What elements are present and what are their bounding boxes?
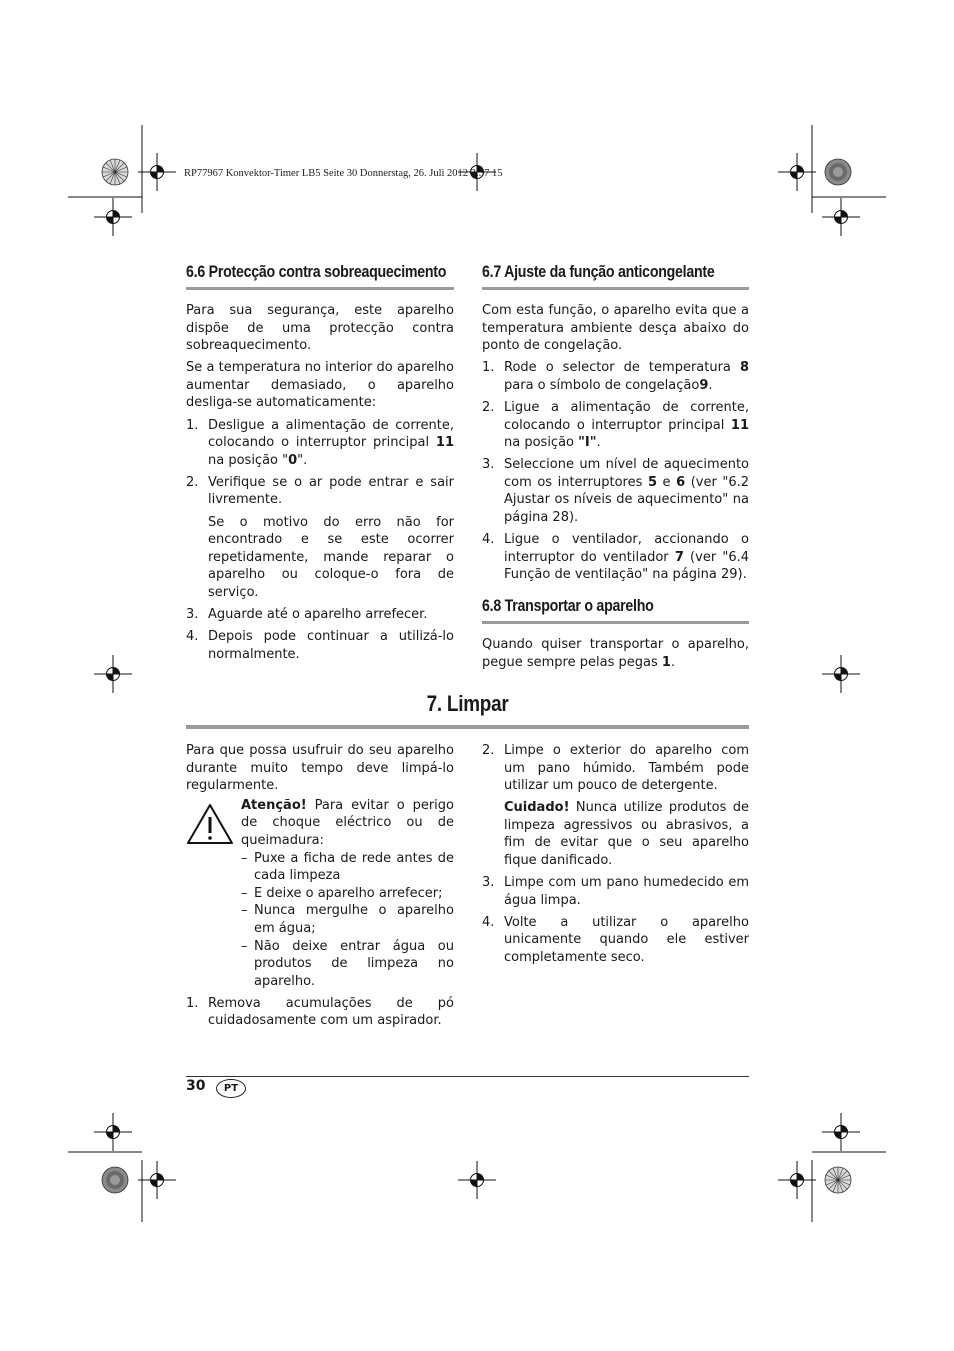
list-number: 3. bbox=[482, 457, 495, 473]
warning-label: Atenção! bbox=[241, 797, 307, 813]
list-number: 4. bbox=[186, 629, 199, 645]
list-item bbox=[186, 474, 454, 602]
step-text: Depois pode continuar a utilizá-lo normalmente. bbox=[208, 629, 454, 662]
footer-rule bbox=[186, 1076, 749, 1077]
section-6-6-heading bbox=[186, 263, 489, 282]
step-text: ". bbox=[297, 452, 308, 468]
list-number: 3. bbox=[186, 607, 199, 622]
caution-text bbox=[504, 799, 749, 869]
chapter-7-heading bbox=[186, 691, 749, 717]
ref-number: 7 bbox=[674, 549, 684, 565]
ref-number: 1 bbox=[661, 654, 671, 670]
list-item bbox=[482, 742, 749, 870]
ref-number: 11 bbox=[730, 417, 749, 433]
section-title: 6.7 Ajuste da função anticongelante bbox=[482, 263, 715, 281]
list-item bbox=[482, 914, 749, 967]
steps-list bbox=[186, 417, 454, 664]
step-text: (ver "6.4 Função de ventilação" na página 29). bbox=[504, 549, 750, 583]
warning-item: E deixe o aparelho arrefecer; bbox=[254, 885, 443, 901]
caution-message: Nunca utilize produtos de limpeza agressivos ou abrasivos, a fim de evitar que o seu aparelho fique danificado. bbox=[504, 800, 749, 869]
ref-number: 0 bbox=[288, 452, 298, 468]
step-text: Verifique se o ar pode entrar e sair livremente. bbox=[208, 474, 454, 508]
list-item bbox=[186, 995, 454, 1030]
list-item: – Não deixe entrar água ou produtos de limpeza no aparelho. bbox=[241, 938, 454, 989]
section-title: 6.6 Protecção contra sobreaquecimento bbox=[186, 263, 447, 281]
list-number: 1. bbox=[186, 417, 199, 433]
step-text: Ligue a alimentação de corrente, colocando o interruptor principal bbox=[504, 399, 749, 433]
warning-block bbox=[186, 797, 454, 991]
section-title: 6.8 Transportar o aparelho bbox=[482, 597, 654, 615]
step-text: Desligue a alimentação de corrente, colocando o interruptor principal bbox=[208, 417, 454, 451]
list-item bbox=[482, 456, 749, 526]
ref-number: 6 bbox=[676, 474, 686, 490]
section-6-8-heading bbox=[482, 597, 681, 616]
list-number: 2. bbox=[482, 399, 495, 415]
language-badge: PT bbox=[216, 1079, 246, 1098]
list-item bbox=[482, 399, 749, 452]
list-number: 4. bbox=[482, 914, 495, 930]
list-number: 2. bbox=[186, 474, 199, 490]
section-6-7-heading bbox=[482, 263, 752, 282]
warning-message: Para evitar o perigo de choque eléctrico ou de queimadura: bbox=[241, 797, 454, 848]
caution-label: Cuidado! bbox=[504, 800, 570, 816]
step-text: Limpe o exterior do aparelho com um pano húmido. Também pode utilizar um pouco de detergente. bbox=[504, 743, 749, 794]
paragraph bbox=[482, 636, 749, 671]
warning-item: Não deixe entrar água ou produtos de limpeza no aparelho. bbox=[254, 938, 454, 989]
step-text: Aguarde até o aparelho arrefecer. bbox=[208, 607, 428, 622]
paragraph: Se a temperatura no interior do aparelho aumentar demasiado, o aparelho desliga-se automaticamente: bbox=[186, 360, 454, 411]
warning-content bbox=[241, 797, 454, 991]
paragraph-text: Quando quiser transportar o aparelho, pegue sempre pelas pegas bbox=[482, 637, 749, 670]
list-item bbox=[482, 874, 749, 909]
paragraph: Com esta função, o aparelho evita que a temperatura ambiente desça abaixo do ponto de congelação. bbox=[482, 303, 749, 354]
paragraph-text: . bbox=[670, 654, 676, 670]
section-6-7-body bbox=[482, 302, 749, 584]
warning-item: Nunca mergulhe o aparelho em água; bbox=[254, 903, 454, 936]
list-item bbox=[186, 417, 454, 470]
warning-list bbox=[241, 850, 454, 991]
list-number: 1. bbox=[482, 360, 495, 376]
ref-number: 8 bbox=[739, 360, 749, 376]
list-item bbox=[186, 628, 454, 663]
steps-list bbox=[482, 742, 749, 967]
step-text: na posição " bbox=[208, 452, 289, 468]
section-6-6-body bbox=[186, 302, 454, 663]
section-6-8-body bbox=[482, 636, 749, 671]
chapter-title: 7. Limpar bbox=[426, 691, 509, 716]
section-7-right bbox=[482, 742, 749, 967]
ref-number: 5 bbox=[647, 474, 657, 490]
list-number: 2. bbox=[482, 743, 495, 758]
paragraph: Para que possa usufruir do seu aparelho durante muito tempo deve limpá-lo regularmente. bbox=[186, 743, 454, 794]
list-item bbox=[482, 359, 749, 394]
list-item: – Nunca mergulhe o aparelho em água; bbox=[241, 903, 454, 936]
list-number: 1. bbox=[186, 995, 199, 1011]
list-item: – E deixe o aparelho arrefecer; bbox=[241, 885, 443, 901]
step-text: . bbox=[708, 377, 713, 393]
warning-triangle-icon bbox=[186, 803, 234, 845]
step-text: Remova acumulações de pó cuidadosamente com um aspirador. bbox=[208, 995, 454, 1029]
section-rule bbox=[186, 287, 454, 290]
page-number: 30 bbox=[186, 1078, 206, 1094]
step-text: Ligue o ventilador, accionando o interruptor do ventilador bbox=[504, 532, 749, 565]
ref-number: 9 bbox=[699, 377, 709, 393]
step-text: para o símbolo de congelação bbox=[504, 377, 700, 393]
steps-list bbox=[186, 995, 454, 1030]
warning-item: Puxe a ficha de rede antes de cada limpeza bbox=[254, 850, 454, 884]
step-text: (ver "6.2 Ajustar os níveis de aquecimento" na página 28). bbox=[504, 474, 750, 526]
step-note: Se o motivo do erro não for encontrado e se este ocorrer repetidamente, mande reparar o aparelho ou coloque-o fora de serviço. bbox=[208, 514, 454, 600]
chapter-rule bbox=[186, 725, 749, 729]
ref-number: 11 bbox=[435, 435, 454, 451]
steps-list bbox=[482, 359, 749, 584]
step-text: Seleccione um nível de aquecimento com os interruptores bbox=[504, 457, 749, 490]
section-rule bbox=[482, 621, 749, 624]
section-rule bbox=[482, 287, 749, 290]
step-text: Limpe com um pano humedecido em água limpa. bbox=[504, 875, 749, 908]
warning-text bbox=[241, 797, 454, 850]
list-item bbox=[186, 606, 454, 624]
list-item: – Puxe a ficha de rede antes de cada limpeza bbox=[241, 850, 454, 884]
step-text: Volte a utilizar o aparelho unicamente quando ele estiver completamente seco. bbox=[504, 914, 749, 966]
print-header: RP77967 Konvektor-Timer LB5 Seite 30 Donnerstag, 26. Juli 2012 3:37 15 bbox=[184, 168, 503, 179]
step-text: e bbox=[656, 474, 677, 490]
step-text: Rode o selector de temperatura bbox=[504, 360, 740, 376]
list-number: 4. bbox=[482, 532, 495, 548]
list-item bbox=[482, 531, 749, 584]
paragraph: Para sua segurança, este aparelho dispõe de uma protecção contra sobreaquecimento. bbox=[186, 303, 454, 354]
ref-number: "I" bbox=[578, 435, 597, 451]
step-text: na posição bbox=[504, 435, 579, 451]
list-number: 3. bbox=[482, 875, 495, 891]
section-7-left bbox=[186, 742, 454, 1030]
step-text: . bbox=[596, 435, 601, 451]
